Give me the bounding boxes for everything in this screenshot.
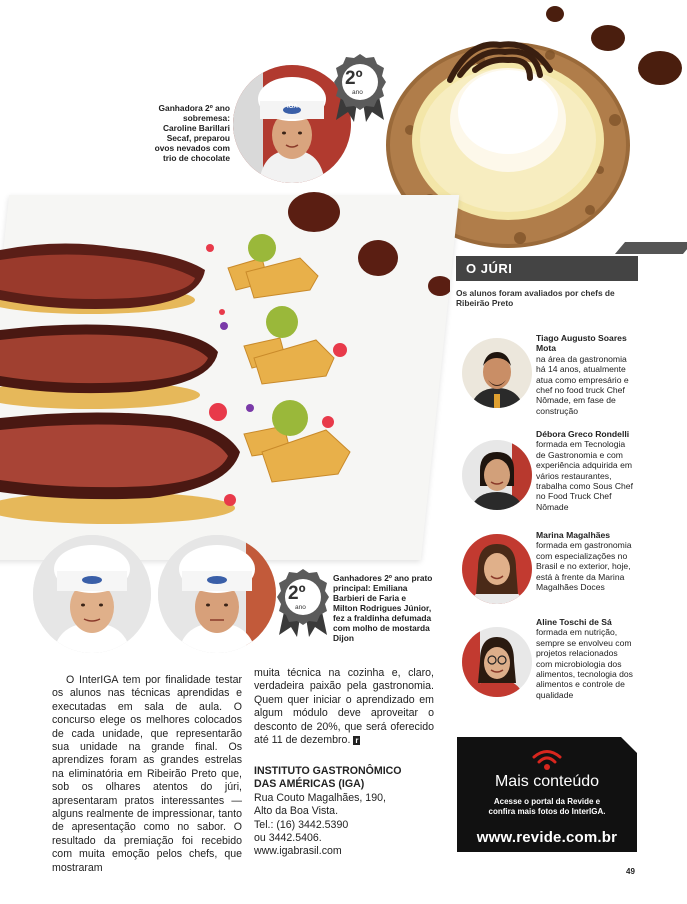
badge-number-bottom: 2º <box>288 583 306 604</box>
chef-hat-logo: IGA <box>287 104 298 110</box>
dessert-caption: Ganhadora 2º ano sobremesa: Caroline Barillari Secaf, preparou ovos nevados com trio de chocolate <box>154 103 230 163</box>
juri-member-photo-aline <box>462 627 532 697</box>
juri-member-photo-marina <box>462 534 532 604</box>
juri-member-description: na área da gastronomia há 14 anos, atualmente atua como empresário e chef no food truck Chef Nômade, em fase de construção <box>536 353 629 416</box>
badge-label-top: ano <box>352 89 363 96</box>
article-end-mark: r <box>355 736 359 746</box>
wifi-icon <box>532 749 562 771</box>
badge-number-top: 2º <box>345 68 363 89</box>
juri-member-marina <box>536 530 636 592</box>
juri-member-photo-tiago <box>462 338 532 408</box>
juri-member-description: formada em nutrição, sempre se envolveu com projetos relacionados com microbiologia dos alimentos, tecnologia dos alimentos e controle de qualidade <box>536 627 633 700</box>
juri-member-name: Marina Magalhães <box>536 530 611 540</box>
juri-member-description: formada em gastronomia com especializações no Brasil e no exterior, hoje, está à frente da Marina Magalhães Doces <box>536 540 632 593</box>
article-column-2 <box>254 667 434 747</box>
juri-header-stripe <box>615 242 687 254</box>
juri-member-debora <box>536 429 636 512</box>
juri-member-description: formada em Tecnologia de Gastronomia e com experiência adquirida em vários restaurantes, trabalha como Sous Chef no Food Truck Chef Nômade <box>536 439 633 512</box>
promo-title: Mais conteúdo <box>494 773 600 790</box>
address-line-3: Tel.: (16) 3442.5390 <box>254 818 349 831</box>
article-paragraph-2: muita técnica na cozinha e, claro, verdadeira paixão pela gastronomia. Quem quer iniciar o aprendizado em algum módulo deve aproveitar o desconto de 20%, que será oferecido até 11 de dezembro. <box>254 667 434 747</box>
chef-portrait-milton <box>158 535 276 653</box>
juri-member-name: Débora Greco Rondelli <box>536 429 630 439</box>
page-number: 49 <box>626 867 635 876</box>
article-paragraph-1: O InterIGA tem por finalidade testar os alunos nas técnicas aprendidas e executadas em sala de aula. O concurso elege os melhores colocados de cada unidade, que representarão sua unidade na grande final. Os aprendizes foram as grandes estrelas na eliminatória em Ribeirão Preto que, sob os olhares atentos do júri, apresentaram pratos interessantes — alguns realmente de impressionar, tanto de apresentação como no sabor. O resultado da premiação foi recebido com muita emoção pelos chefs, que mostraram <box>52 674 242 874</box>
main-dish-photo <box>0 190 450 540</box>
juri-member-name: Aline Toschi de Sá <box>536 617 612 627</box>
address-line-5[interactable]: www.igabrasil.com <box>254 845 342 858</box>
juri-title: O JÚRI <box>466 261 513 276</box>
juri-member-aline <box>536 617 636 700</box>
juri-header <box>456 256 638 281</box>
promo-corner <box>621 737 637 753</box>
promo-description: Acesse o portal da Revide e confira mais fotos do InterIGA. <box>488 797 606 816</box>
juri-member-tiago <box>536 333 636 416</box>
address-line-2: Alto da Boa Vista. <box>254 805 339 818</box>
juri-member-name: Tiago Augusto Soares Mota <box>536 333 627 354</box>
main-dish-caption: Ganhadores 2º ano prato principal: Emiliana Barbieri de Faria e Milton Rodrigues Júnior, fez a fraldinha defumada com molho de mostarda Dijon <box>333 573 433 643</box>
address-line-4: ou 3442.5406. <box>254 832 322 845</box>
article-column-1 <box>52 674 242 875</box>
badge-label-bottom: ano <box>295 604 306 611</box>
juri-member-photo-debora <box>462 440 532 510</box>
chef-portrait-emiliana <box>33 535 151 653</box>
juri-intro: Os alunos foram avaliados por chefs de Ribeirão Preto <box>456 288 615 308</box>
promo-url[interactable]: www.revide.com.br <box>476 829 618 846</box>
promo-box[interactable] <box>457 737 637 852</box>
address-title: INSTITUTO GASTRONÔMICO DAS AMÉRICAS (IGA) <box>254 765 402 791</box>
address-line-1: Rua Couto Magalhães, 190, <box>254 791 386 804</box>
address-block <box>254 765 434 859</box>
